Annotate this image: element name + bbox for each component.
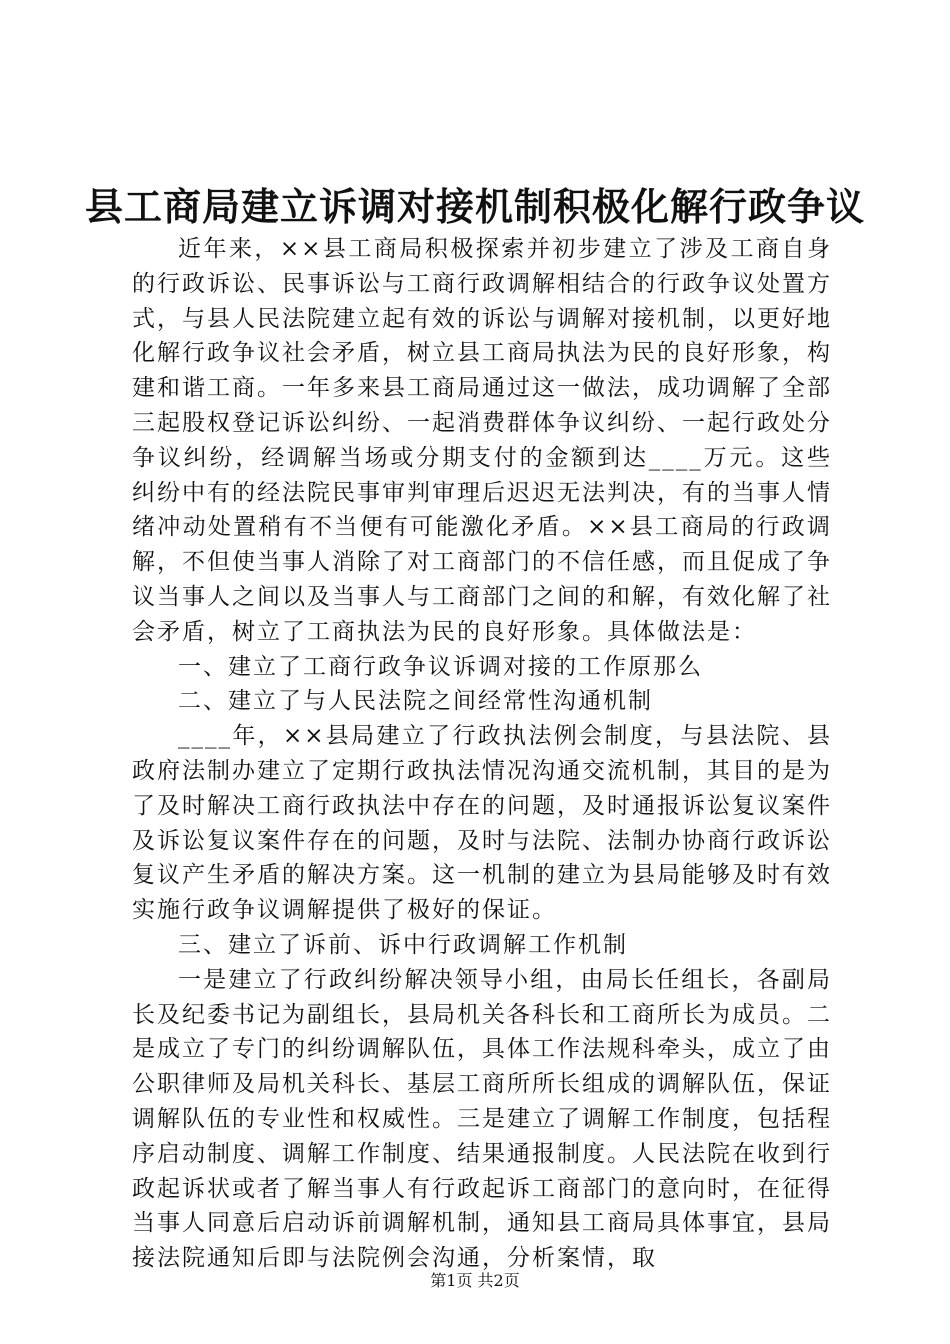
page-number: 第1页 共2页: [430, 1271, 520, 1290]
paragraph-section-3: 一是建立了行政纠纷解决领导小组，由局长任组长，各副局长及纪委书记为副组长，县局机关各科长和工商所长为成员。二是成立了专门的纠纷调解队伍，具体工作法规科牵头，成立了由公职律师及局机关科长、基层工商所所长组成的调解队伍，保证调解队伍的专业性和权威性。三是建立了调解工作制度，包括程序启动制度、调解工作制度、结果通报制度。人民法院在收到行政起诉状或者了解当事人有行政起诉工商部门的意向时，在征得当事人同意后启动诉前调解机制，通知县工商局具体事宜，县局接法院通知后即与法院例会沟通，分析案情，取: [132, 966, 832, 1272]
paragraph-intro: 近年来，××县工商局积极探索并初步建立了涉及工商自身的行政诉讼、民事诉讼与工商行政调解相结合的行政争议处置方式，与县人民法院建立起有效的诉讼与调解对接机制，以更好地化解行政争议社会矛盾，树立县工商局执法为民的良好形象，构建和谐工商。一年多来县工商局通过这一做法，成功调解了全部三起股权登记诉讼纠纷、一起消费群体争议纠纷、一起行政处分争议纠纷，经调解当场或分期支付的金额到达____万元。这些纠纷中有的经法院民事审判审理后迟迟无法判决，有的当事人情绪冲动处置稍有不当便有可能激化矛盾。××县工商局的行政调解，不但使当事人消除了对工商部门的不信任感，而且促成了争议当事人之间以及当事人与工商部门之间的和解，有效化解了社会矛盾，树立了工商执法为民的良好形象。具体做法是：: [132, 236, 832, 645]
heading-section-2: 二、建立了与人民法院之间经常性沟通机制: [178, 688, 653, 715]
document-title: 县工商局建立诉调对接机制积极化解行政争议: [84, 184, 865, 229]
heading-section-3: 三、建立了诉前、诉中行政调解工作机制: [178, 931, 628, 958]
heading-section-1: 一、建立了工商行政争议诉调对接的工作原那么: [178, 653, 703, 680]
paragraph-section-2: ____年，××县局建立了行政执法例会制度，与县法院、县政府法制办建立了定期行政执法情况沟通交流机制，其目的是为了及时解决工商行政执法中存在的问题，及时通报诉讼复议案件及诉讼复议案件存在的问题，及时与法院、法制办协商行政诉讼复议产生矛盾的解决方案。这一机制的建立为县局能够及时有效实施行政争议调解提供了极好的保证。: [132, 723, 832, 924]
document-body: [132, 232, 832, 1276]
